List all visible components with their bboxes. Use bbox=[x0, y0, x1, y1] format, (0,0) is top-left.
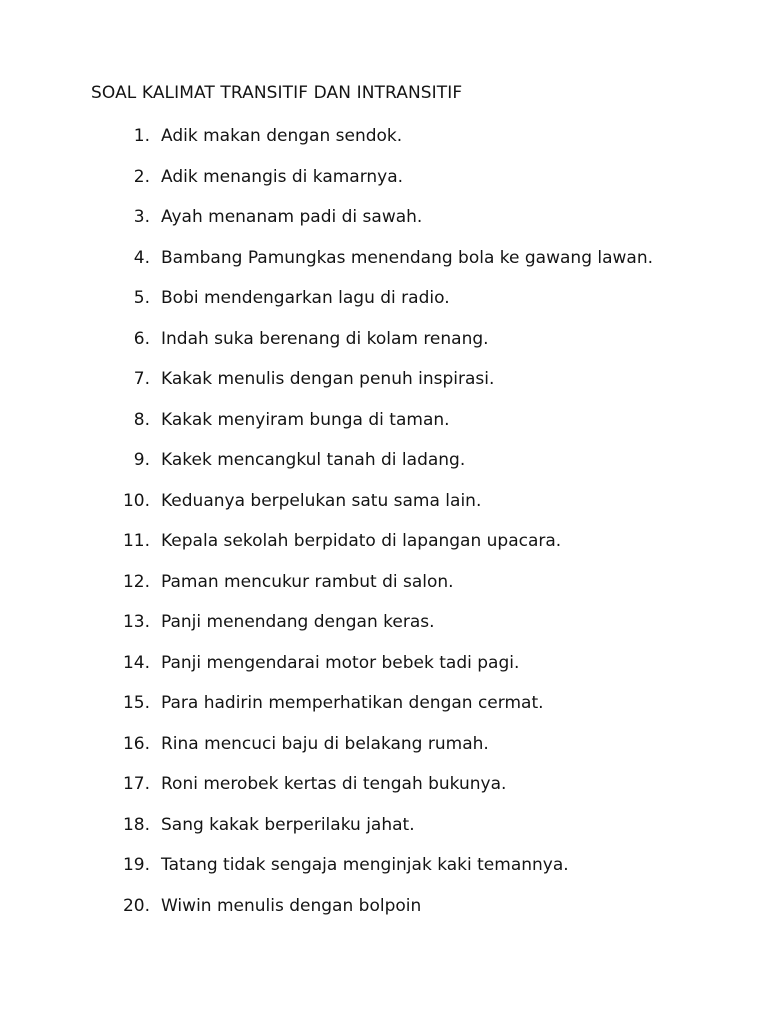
question-text: Adik menangis di kamarnya. bbox=[161, 166, 404, 187]
question-number: 16. bbox=[122, 733, 150, 754]
question-number: 7. bbox=[133, 369, 150, 389]
question-number: 14. bbox=[122, 652, 150, 673]
question-text: Tatang tidak sengaja menginjak kaki temannya. bbox=[161, 855, 569, 875]
question-number: 20. bbox=[122, 895, 150, 916]
question-text: Adik makan dengan sendok. bbox=[161, 126, 403, 146]
question-number: 9. bbox=[133, 450, 150, 470]
question-text: Panji mengendarai motor bebek tadi pagi. bbox=[161, 652, 520, 673]
question-text: Panji menendang dengan keras. bbox=[161, 612, 435, 632]
question-number: 3. bbox=[133, 207, 150, 227]
question-text: Roni merobek kertas di tengah bukunya. bbox=[161, 774, 507, 794]
question-text: Indah suka berenang di kolam renang. bbox=[161, 328, 489, 349]
question-text: Bambang Pamungkas menendang bola ke gawang lawan. bbox=[161, 247, 654, 268]
question-number: 2. bbox=[133, 166, 150, 187]
question-number: 12. bbox=[122, 571, 150, 592]
question-number: 13. bbox=[122, 612, 150, 632]
question-text: Para hadirin memperhatikan dengan cermat. bbox=[161, 693, 544, 713]
question-text: Kepala sekolah berpidato di lapangan upacara. bbox=[161, 531, 562, 551]
question-text: Bobi mendengarkan lagu di radio. bbox=[161, 288, 450, 308]
question-text: Sang kakak berperilaku jahat. bbox=[161, 814, 415, 835]
question-text: Kakak menyiram bunga di taman. bbox=[161, 409, 450, 430]
question-number: 6. bbox=[133, 328, 150, 349]
question-number: 5. bbox=[133, 288, 150, 308]
question-number: 11. bbox=[122, 531, 150, 551]
question-number: 17. bbox=[122, 774, 150, 794]
question-number: 15. bbox=[122, 693, 150, 713]
question-number: 18. bbox=[122, 814, 150, 835]
question-number: 4. bbox=[133, 247, 150, 268]
question-number: 1. bbox=[133, 126, 150, 146]
question-text: Paman mencukur rambut di salon. bbox=[161, 571, 454, 592]
question-text: Rina mencuci baju di belakang rumah. bbox=[161, 733, 489, 754]
question-text: Ayah menanam padi di sawah. bbox=[161, 207, 423, 227]
question-number: 10. bbox=[122, 490, 150, 511]
question-text: Wiwin menulis dengan bolpoin bbox=[161, 895, 422, 916]
question-text: Kakek mencangkul tanah di ladang. bbox=[161, 450, 466, 470]
question-number: 8. bbox=[133, 409, 150, 430]
question-text: Keduanya berpelukan satu sama lain. bbox=[161, 490, 482, 511]
question-text: Kakak menulis dengan penuh inspirasi. bbox=[161, 369, 495, 389]
question-number: 19. bbox=[122, 855, 150, 875]
document-title: SOAL KALIMAT TRANSITIF DAN INTRANSITIF bbox=[91, 83, 463, 103]
